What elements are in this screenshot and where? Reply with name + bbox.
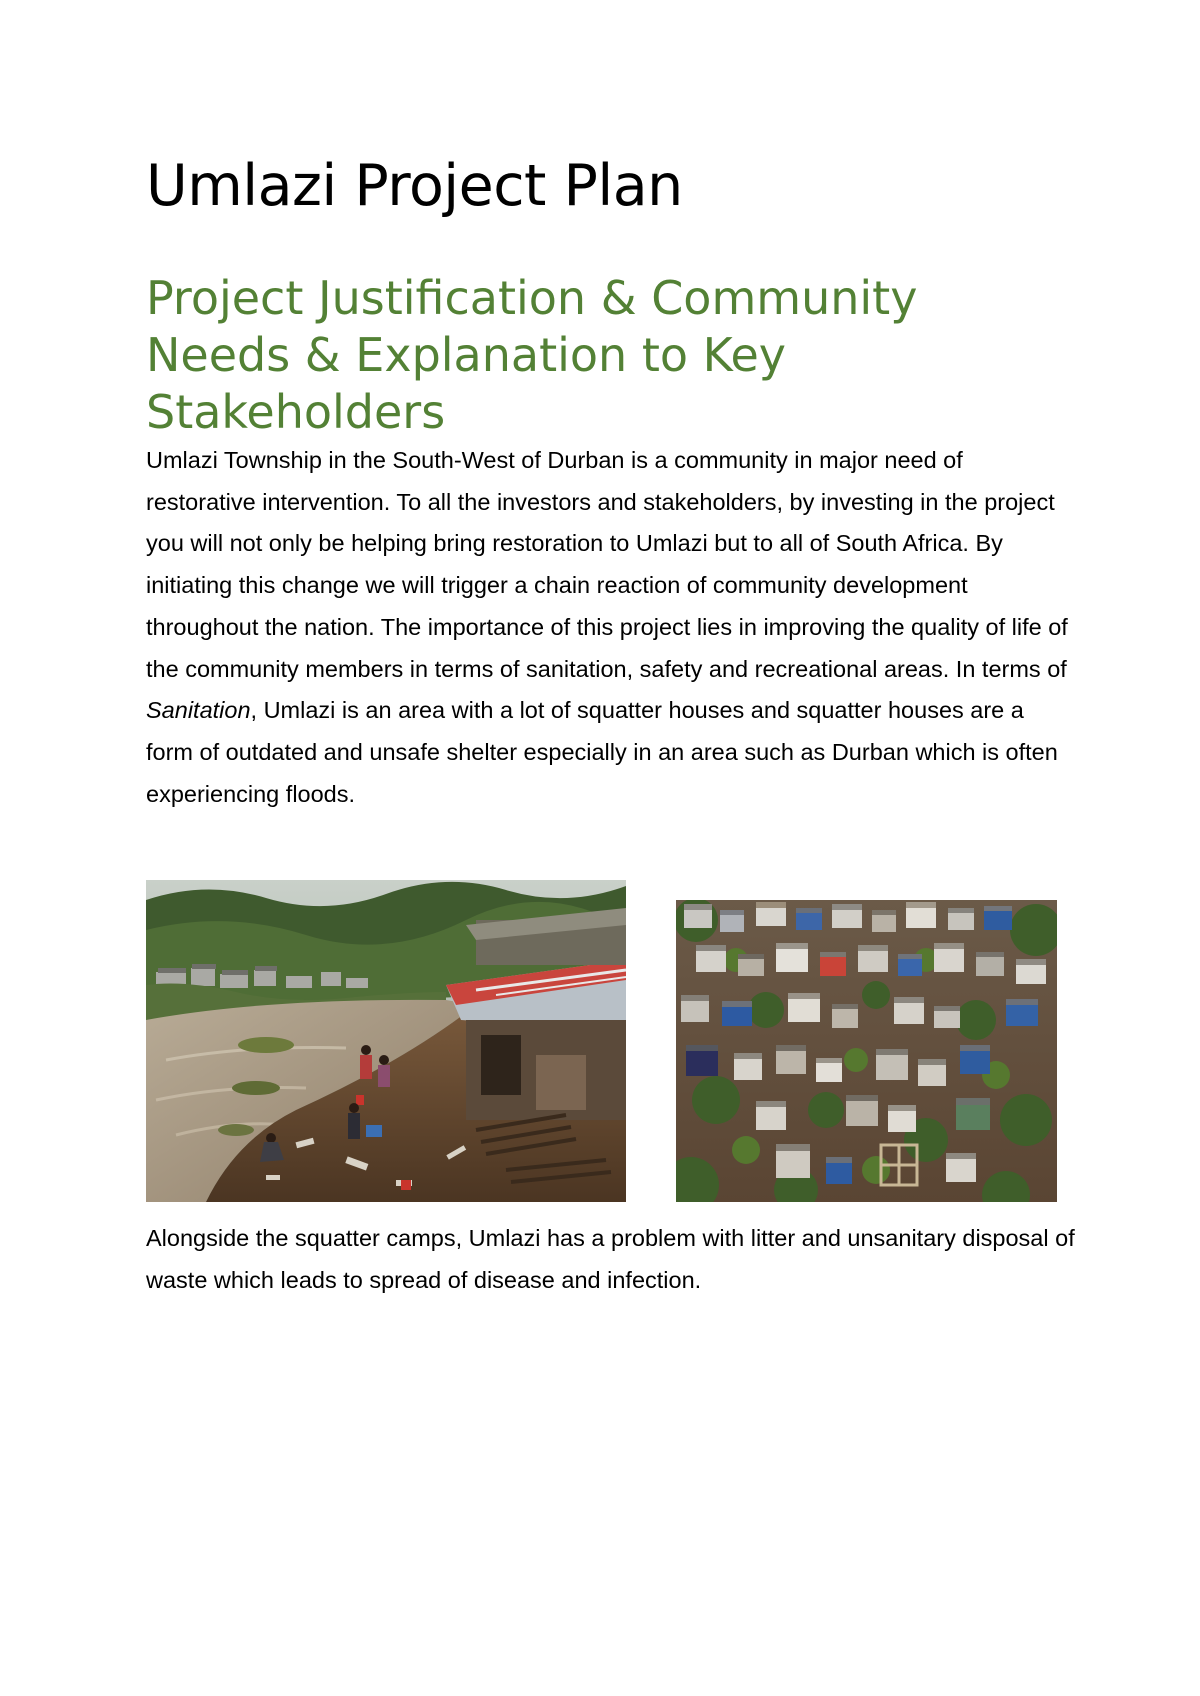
document-page bbox=[146, 150, 1075, 1293]
paragraph-justification bbox=[146, 440, 1076, 815]
paragraph-text-end: , Umlazi is an area with a lot of squatter houses and squatter houses are a form of outdated and unsafe shelter especially in an area such as Durban which is often experiencing floods. bbox=[146, 697, 1058, 807]
document-title: Umlazi Project Plan bbox=[146, 153, 683, 219]
emphasis-sanitation: Sanitation bbox=[146, 697, 251, 724]
paragraph-litter: Alongside the squatter camps, Umlazi has a problem with litter and unsanitary disposal of waste which leads to spread of disease and infection. bbox=[146, 1225, 1075, 1293]
section-heading: Project Justification & Community Needs & Explanation to Key Stakeholders bbox=[146, 271, 918, 439]
squatter-camp-photo bbox=[676, 900, 1057, 1202]
flood-river-photo bbox=[146, 880, 626, 1202]
paragraph-text-start: Umlazi Township in the South-West of Durban is a community in major need of restorative intervention. To all the investors and stakeholders, by investing in the project you will not only be helping bring restoration to Umlazi but to all of South Africa. By initiating this change we will trigger a chain reaction of community development throughout the nation. The importance of this project lies in improving the quality of life of the community members in terms of sanitation, safety and recreational areas. In terms of bbox=[146, 447, 1068, 682]
